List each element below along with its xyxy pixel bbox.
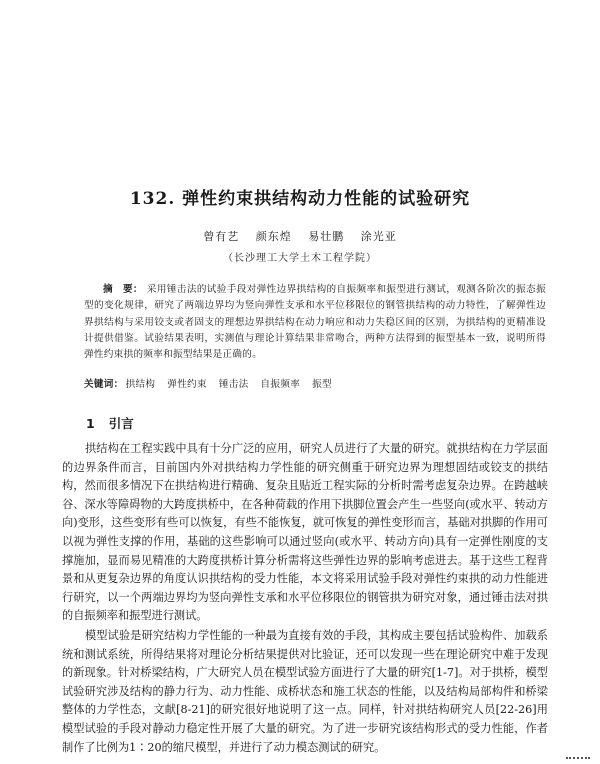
- keyword: 自振频率: [260, 379, 301, 390]
- author-name: 颜东煌: [255, 230, 292, 243]
- keyword: 振型: [312, 379, 332, 390]
- keyword: 拱结构: [125, 379, 156, 390]
- section-number: 1: [86, 416, 95, 431]
- keyword: 锤击法: [218, 379, 249, 390]
- section-heading: [86, 414, 134, 432]
- author-name: 曾有艺: [203, 230, 240, 243]
- body-paragraph: 拱结构在工程实践中具有十分广泛的应用，研究人员进行了大量的研究。就拱结构在力学层面的边界条件而言，目前国内外对拱结构力学性能的研究侧重于研究边界为理想固结或铰支的拱结构，然而很多情况下在拱结构进行精确、复杂且贴近工程实际的分析时需考虑复杂边界。在跨越峡谷、深水等障碍物的大跨度拱桥中，在各种荷载的作用下拱脚位置会产生一些竖向(或水平、转动方向)变形，这些变形有些可以恢复，有些不能恢复，就可恢复的弹性变形而言，基础对拱脚的作用可以视为弹性支撑的作用，基础的这些影响可以通过竖向(或水平、转动方向)具有一定弹性刚度的支撑施加，显而易见精准的大跨度拱桥计算分析需将这些弹性边界的影响考虑进去。基于这些工程背景和从更复杂边界的角度认识拱结构的受力性能，本文将采用试验手段对弹性约束拱的动力性能进行研究，以一个两端边界均为竖向弹性支承和水平位移限位的钢管拱为研究对象，通过锤击法对拱的自振频率和振型进行测试。: [62, 442, 548, 623]
- abstract: [84, 282, 546, 363]
- author-name: 易壮鹏: [308, 230, 345, 243]
- paper-title: 132. 弹性约束拱结构动力性能的试验研究: [129, 189, 471, 209]
- abstract-label: 摘 要：: [103, 284, 143, 295]
- affiliation: （长沙理工大学土木工程学院）: [223, 253, 377, 264]
- author-list: [0, 228, 600, 244]
- keywords: [84, 377, 546, 393]
- author-name: 涂光亚: [360, 230, 397, 243]
- page-number-fragment: [566, 757, 590, 762]
- abstract-text: 采用锤击法的试验手段对弹性边界拱结构的自振频率和振型进行测试，观测各阶次的振态振型的变化规律，研究了两端边界均为竖向弹性支承和水平位移限位的钢管拱结构的动力特性，了解弹性边界拱结构与采用铰支或者固支的理想边界拱结构在动力响应和动力失稳区间的区别，为拱结构的更精准设计提供借鉴。试验结果表明，实测值与理论计算结果非常吻合，两种方法得到的振型基本一致，说明所得弹性约束拱的频率和振型结果是正确的。: [84, 284, 547, 361]
- keywords-label: 关键词：: [84, 379, 124, 390]
- keyword: 弹性约束: [167, 379, 207, 390]
- body-paragraph: 模型试验是研究结构力学性能的一种最为直接有效的手段，其构成主要包括试验构件、加载系统和测试系统，所得结果将对理论分析结果提供对比验证，还可以发现一些在理论研究中难于发现的新现象。针对桥梁结构，广大研究人员在模型试验方面进行了大量的研究[1-7]。对于拱桥，模型试验研究涉及结构的静力行为、动力性能、成桥状态和施工状态的性能，以及结构局部构件和桥梁整体的力学性态，文献[8-21]的研究很好地说明了这一点。同样，针对拱结构研究人员[22-26]用模型试验的手段对静动力稳定性开展了大量的研究。为了进一步研究该结构形式的受力性能，作者制作了比例为1∶20的缩尺模型，并进行了动力模态测试的研究。: [62, 629, 548, 754]
- section-title: 引言: [108, 416, 134, 431]
